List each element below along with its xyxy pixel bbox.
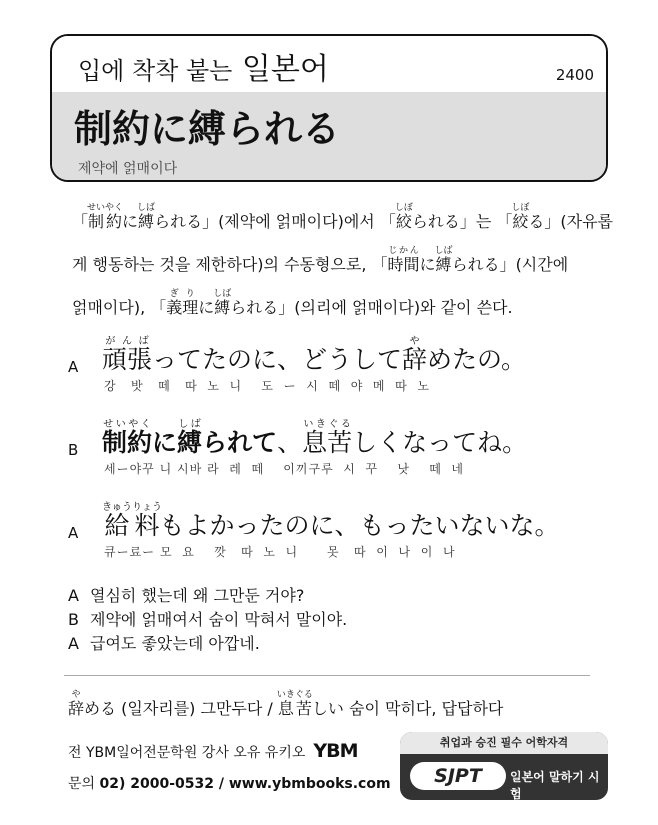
sjpt-banner — [400, 732, 608, 800]
vocabulary-line: 辞やめる (일자리를) 그만두다 / 息苦いきぐるしい 숨이 막히다, 답답하다 — [68, 690, 504, 718]
translation-text: 제약에 얽매여서 숨이 막혀서 말이야. — [90, 610, 348, 629]
speaker-label: B — [68, 441, 79, 459]
explanation-paragraph — [72, 195, 614, 324]
speaker-label: A — [68, 524, 79, 542]
korean-reading: 세ー야꾸 니 시바 라 레 떼 이끼구루 시 꾸 낫 떼 네 — [104, 462, 465, 476]
ybm-logo: YBM — [313, 740, 358, 762]
series-name: 일본어 — [241, 52, 329, 87]
para-line: 「制約せいやくに縛しばられる」(제약에 얽매이다)에서 「絞しぼられる」는 「絞しぼる」(자유롭 — [72, 203, 614, 231]
article-code: 2400 — [555, 66, 594, 84]
title-translation: 제약에 얽매이다 — [78, 161, 178, 177]
translation-row — [68, 607, 347, 631]
sjpt-description: 일본어 말하기 시험 — [510, 770, 600, 800]
korean-reading: 큐ー료ー 모 요 깟 따 노 니 못 따 이 나 이 나 — [104, 545, 456, 559]
speaker-label: A — [68, 586, 79, 605]
speaker-label: A — [68, 634, 79, 653]
speaker-label: B — [68, 610, 79, 629]
translations — [68, 583, 347, 655]
japanese-sentence: 給料きゅうりょうもよかったのに、もったいないな。 — [102, 502, 560, 540]
translation-text: 급여도 좋았는데 아깝네. — [90, 634, 260, 653]
author-credit: 전 YBM일어전문학원 강사 오유 유키오 YBM — [68, 740, 358, 762]
divider — [64, 675, 590, 676]
translation-row — [68, 631, 347, 655]
series-subtitle: 입에 착착 붙는 — [78, 57, 233, 85]
header-top — [52, 36, 606, 92]
japanese-sentence: 制約せいやくに縛しばられて、息苦いきぐるしくなってね。 — [102, 419, 528, 457]
japanese-sentence: 頑張がんばってたのに、どうして辞やめたの。 — [102, 336, 527, 374]
para-line: 게 행동하는 것을 제한하다)의 수동형으로, 「時間じかんに縛しばられる」(시간에 — [72, 246, 569, 274]
page-title: 制約に縛られる — [74, 106, 341, 151]
translation-row — [68, 583, 347, 607]
header-box — [50, 34, 608, 182]
translation-text: 열심히 했는데 왜 그만둔 거야? — [90, 586, 305, 605]
contact-info: 문의 02) 2000-0532 / www.ybmbooks.com — [68, 776, 391, 792]
korean-reading: 강 밧 떼 따 노 니 도 ー 시 떼 야 메 따 노 — [104, 379, 430, 393]
speaker-label: A — [68, 358, 79, 376]
para-line: 얽매이다), 「義理ぎりに縛しばられる」(의리에 얽매이다)와 같이 쓴다. — [72, 289, 513, 317]
sjpt-logo: SJPT — [410, 762, 506, 790]
sjpt-tagline: 취업과 승진 필수 어학자격 — [400, 732, 608, 754]
series-title — [78, 44, 329, 88]
title-band — [52, 92, 606, 180]
